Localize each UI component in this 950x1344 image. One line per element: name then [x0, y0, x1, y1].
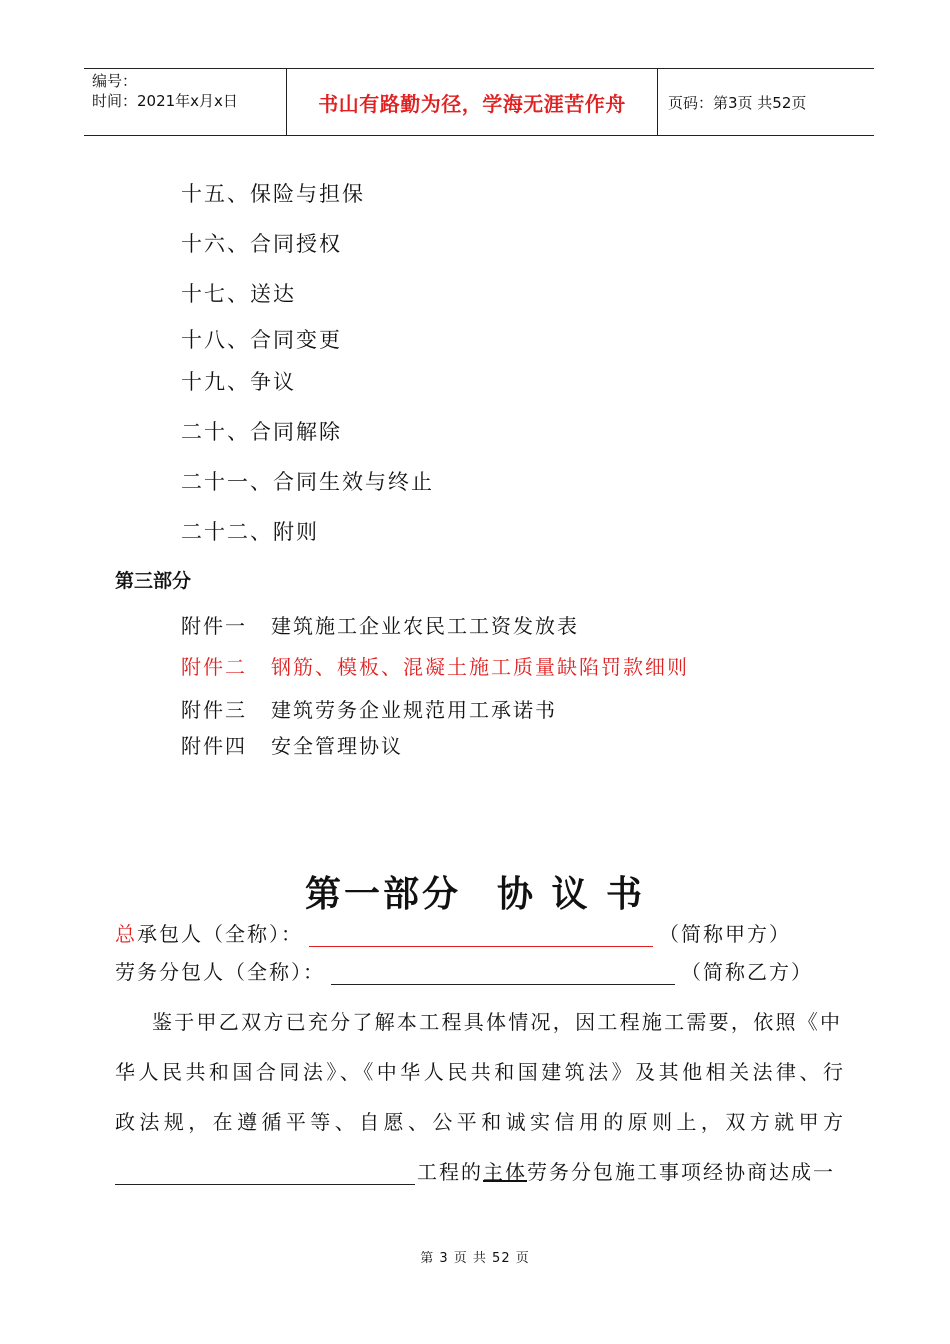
attachment-label: 附件三 [181, 698, 247, 722]
preamble-line: 政法规，在遵循平等、自愿、公平和诚实信用的原则上，双方就甲方 [115, 1110, 845, 1134]
agreement-title [0, 866, 950, 917]
attachment-item [181, 651, 689, 680]
contractor-first-char: 总 [115, 922, 137, 946]
toc-item: 十七、送达 [181, 282, 296, 306]
attachment-title: 建筑劳务企业规范用工承诺书 [271, 698, 557, 722]
toc-item: 二十一、合同生效与终止 [181, 470, 434, 494]
page-footer: 第 3 页 共 52 页 [420, 1251, 530, 1266]
preamble-line: 华人民共和国合同法》、《中华人民共和国建筑法》及其他相关法律、行 [115, 1060, 845, 1084]
attachment-item [181, 694, 557, 723]
preamble-text: 工程的 [417, 1160, 483, 1184]
attachment-label: 附件一 [181, 614, 247, 638]
attachment-label: 附件四 [181, 734, 247, 758]
attachment-item [181, 730, 403, 759]
doc-time-label: 时间：2021年x月x日 [92, 92, 238, 110]
agreement-title-name: 协 议 书 [496, 874, 646, 915]
attachment-title: 钢筋、模板、混凝土施工质量缺陷罚款细则 [271, 655, 689, 679]
toc-item: 十九、争议 [181, 370, 296, 394]
subcontractor-label: 劳务分包人（全称）： [115, 960, 325, 984]
contractor-row [115, 918, 791, 947]
attachment-title: 建筑施工企业农民工工资发放表 [271, 614, 579, 638]
preamble-text: 劳务分包施工事项经协商达成一 [527, 1160, 835, 1184]
subcontractor-row [115, 956, 813, 985]
toc-item: 二十、合同解除 [181, 420, 342, 444]
doc-number-label: 编号： [92, 72, 138, 90]
contractor-label: 承包人（全称）： [137, 922, 303, 946]
project-name-blank[interactable] [115, 1164, 415, 1185]
contractor-blank[interactable] [309, 926, 653, 947]
header-motto-cell [286, 69, 658, 135]
header-page-cell [658, 69, 874, 135]
subcontractor-abbr: （简称乙方） [681, 960, 813, 984]
toc-item: 二十二、附则 [181, 520, 319, 544]
contractor-abbr: （简称甲方） [659, 922, 791, 946]
agreement-title-part: 第一部分 [304, 874, 461, 915]
header-page-label: 页码：第3页 共52页 [668, 93, 807, 112]
attachment-label: 附件二 [181, 655, 247, 679]
attachment-item [181, 610, 579, 639]
page-header [84, 68, 874, 136]
toc-item: 十八、合同变更 [181, 328, 342, 352]
preamble-line [115, 1156, 835, 1185]
subcontractor-blank[interactable] [331, 964, 675, 985]
part3-heading: 第三部分 [115, 570, 192, 592]
header-meta [84, 69, 286, 135]
preamble-underlined: 主体 [483, 1160, 527, 1184]
attachment-title: 安全管理协议 [271, 734, 403, 758]
header-motto: 书山有路勤为径，学海无涯苦作舟 [318, 91, 626, 116]
toc-item: 十六、合同授权 [181, 232, 342, 256]
toc-item: 十五、保险与担保 [181, 182, 365, 206]
preamble-line: 鉴于甲乙双方已充分了解本工程具体情况，因工程施工需要，依照《中 [152, 1010, 842, 1034]
